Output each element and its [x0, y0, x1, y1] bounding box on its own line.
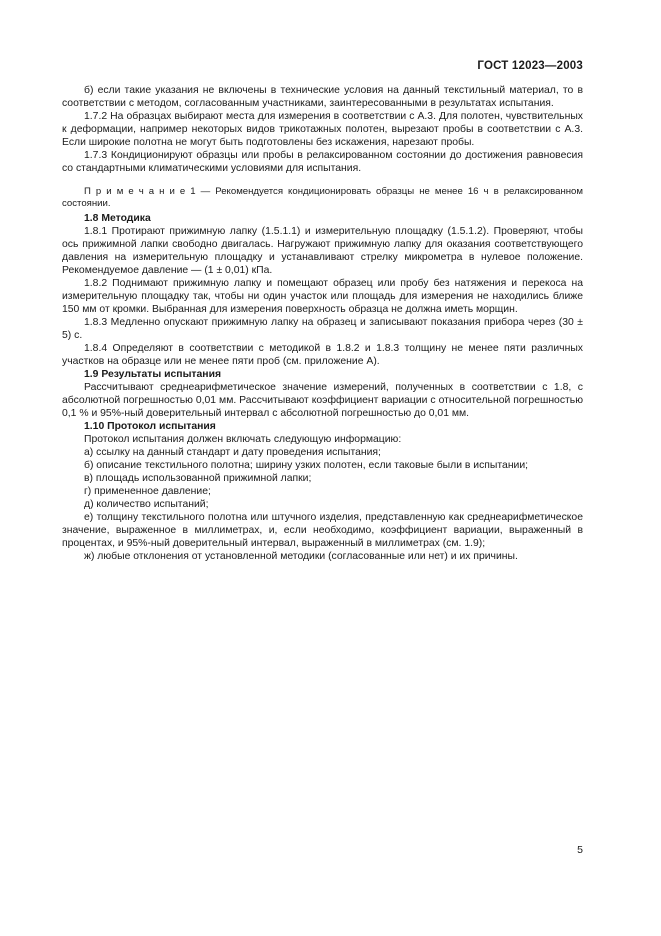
document-header: ГОСТ 12023—2003: [477, 60, 583, 72]
document-body: [62, 84, 583, 563]
list-item: г) примененное давление;: [84, 486, 211, 497]
section-heading: 1.10 Протокол испытания: [84, 421, 216, 432]
list-item: в) площадь использованной прижимной лапки;: [84, 473, 312, 484]
list-item: д) количество испытаний;: [84, 499, 209, 510]
list-item: а) ссылку на данный стандарт и дату проведения испытания;: [84, 447, 381, 458]
list-item: ж) любые отклонения от установленной методики (согласованные или нет) и их причины.: [84, 551, 518, 562]
paragraph: 1.8.4 Определяют в соответствии с методикой в 1.8.2 и 1.8.3 толщину не менее пяти различных участков на образце или не менее пяти проб (см. приложение А).: [62, 343, 583, 367]
paragraph: Протокол испытания должен включать следующую информацию:: [84, 434, 402, 445]
paragraph: 1.7.2 На образцах выбирают места для измерения в соответствии с А.3. Для полотен, чувствительных к деформации, например некоторых видов трикотажных полотен, вырезают пробы в соответствии с А.3. Если широкие полотна не могут быть подготовлены без искажения, нарезают пробы.: [62, 111, 583, 148]
page-number: 5: [577, 844, 583, 856]
section-heading: 1.9 Результаты испытания: [84, 369, 222, 380]
paragraph: 1.7.3 Кондиционируют образцы или пробы в релаксированном состоянии до достижения равновесия со стандартными климатическими условиями для испытания.: [62, 150, 583, 174]
paragraph: 1.8.3 Медленно опускают прижимную лапку на образец и записывают показания прибора через (30 ± 5) с.: [62, 317, 583, 341]
list-item: б) описание текстильного полотна; ширину узких полотен, если таковые были в испытании;: [84, 460, 529, 471]
note-paragraph: П р и м е ч а н и е 1 — Рекомендуется кондиционировать образцы не менее 16 ч в релаксированном состоянии.: [62, 186, 583, 209]
paragraph: 1.8.2 Поднимают прижимную лапку и помещают образец или пробу без натяжения и перекоса на измерительную площадку так, чтобы ни один участок или площадь для измерения не находились ближе 150 мм от кромки. Выбранная для измерения поверхность образца не должна иметь морщин.: [62, 278, 583, 315]
list-item: е) толщину текстильного полотна или штучного изделия, представленную как среднеарифметическое значение, выраженное в миллиметрах, и, если необходимо, коэффициент вариации, выраженный в процентах, и 95%-ный доверительный интервал, выраженный в миллиметрах (см. 1.9);: [62, 512, 583, 549]
section-heading: 1.8 Методика: [84, 213, 151, 224]
paragraph: 1.8.1 Протирают прижимную лапку (1.5.1.1) и измерительную площадку (1.5.1.2). Проверяют, чтобы ось прижимной лапки свободно двигалась. Нагружают прижимную лапку для оказания соответствующего давления на измерительную площадку и устанавливают стрелку микрометра в нулевое положение. Рекомендуемое давление — (1 ± 0,01) кПа.: [62, 226, 583, 276]
paragraph: б) если такие указания не включены в технические условия на данный текстильный материал, то в соответствии с методом, согласованным участниками, заинтересованными в результатах испытания.: [62, 85, 583, 109]
paragraph: Рассчитывают среднеарифметическое значение измерений, полученных в соответствии с 1.8, с абсолютной погрешностью 0,01 мм. Рассчитывают коэффициент вариации с относительной погрешностью 0,1 % и 95%-ный доверительный интервал с абсолютной погрешностью до 0,01 мм.: [62, 382, 583, 419]
